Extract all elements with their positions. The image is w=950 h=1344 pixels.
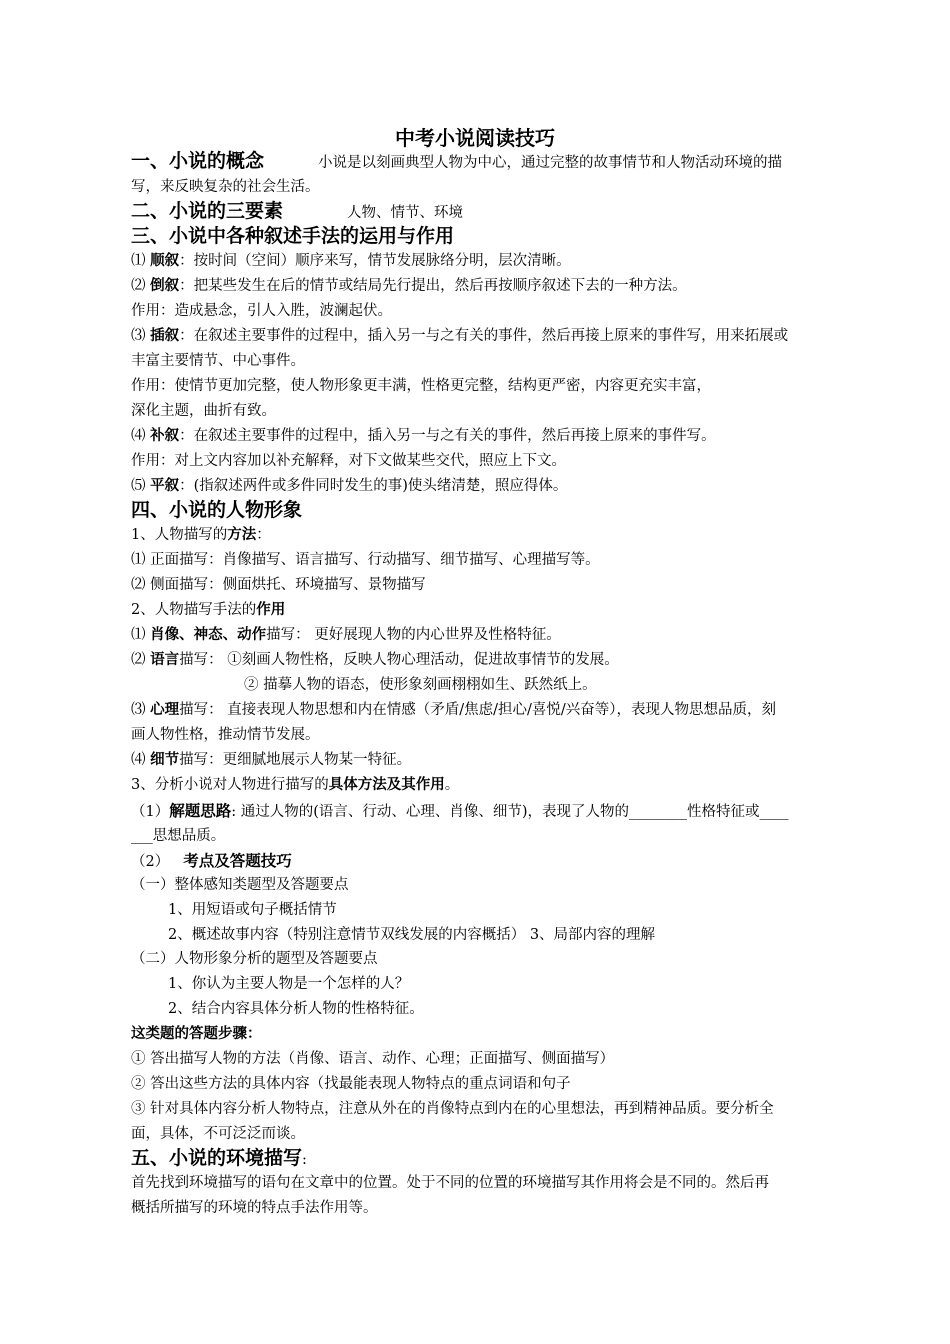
section-1-text-cont: 写，来反映复杂的社会生活。 bbox=[131, 179, 320, 195]
roles-prefix: 2、人物描写手法的 bbox=[131, 602, 257, 618]
method-indirect: ⑵ 侧面描写：侧面烘托、环境描写、景物描写 bbox=[131, 577, 426, 593]
narration-item-1 bbox=[131, 249, 866, 273]
item-text: ：按时间（空间）顺序来写，情节发展脉络分明，层次清晰。 bbox=[179, 253, 571, 269]
role-language-cont: ② 描摹人物的语态，使形象刻画栩栩如生、跃然纸上。 bbox=[244, 677, 597, 693]
analysis-prefix: 3、分析小说对人物进行描写的 bbox=[131, 777, 329, 793]
methods-bold: 方法 bbox=[227, 527, 257, 543]
narration-item-4 bbox=[131, 424, 866, 448]
section-3-heading: 三、小说中各种叙述手法的运用与作用 bbox=[131, 225, 455, 247]
role-language bbox=[131, 648, 866, 672]
item-number: ⑷ bbox=[131, 752, 151, 768]
item-number: ⑶ bbox=[131, 328, 146, 344]
answer-step-2: ② 答出这些方法的具体内容（找最能表现人物特点的重点词语和句子 bbox=[131, 1076, 571, 1092]
item-number: ⑴ bbox=[131, 627, 151, 643]
section-5-text-2: 概括所描写的环境的特点手法作用等。 bbox=[131, 1200, 378, 1216]
section-5-heading: 五、小说的环境描写 bbox=[131, 1147, 303, 1169]
chaxu-effect-2: 深化主题，曲折有致。 bbox=[131, 403, 276, 419]
answer-steps-heading: 这类题的答题步骤： bbox=[131, 1026, 262, 1042]
question-group-1: （一）整体感知类题型及答题要点 bbox=[131, 877, 349, 893]
item-text: ：把某些发生在后的情节或结局先行提出，然后再按顺序叙述下去的一种方法。 bbox=[179, 278, 687, 294]
role-text: 描写： 直接表现人物思想和内在情感（矛盾/焦虑/担心/喜悦/兴奋等），表现人物思想品质，刻 bbox=[179, 702, 777, 718]
analysis-heading bbox=[131, 773, 866, 797]
term-daoxu: 倒叙 bbox=[150, 278, 180, 294]
role-text: 描写：更细腻地展示人物某一特征。 bbox=[179, 752, 412, 768]
section-4-heading-line bbox=[131, 498, 866, 524]
term-chaxu: 插叙 bbox=[150, 328, 180, 344]
term-buxu: 补叙 bbox=[150, 428, 180, 444]
section-5-text-1: 首先找到环境描写的语句在文章中的位置。处于不同的位置的环境描写其作用将会是不同的。然后再 bbox=[131, 1175, 769, 1191]
item-text: ：在叙述主要事件的过程中，插入另一与之有关的事件，然后再接上原来的事件写，用来拓展或 bbox=[179, 328, 789, 344]
role-text: 描写： 更好展现人物的内心世界及性格特征。 bbox=[266, 627, 561, 643]
section-2-text: 人物、情节、环境 bbox=[347, 205, 464, 221]
item-number: ⑵ bbox=[131, 652, 151, 668]
term-shunxu: 顺叙 bbox=[150, 253, 180, 269]
section-2-heading: 二、小说的三要素 bbox=[131, 200, 284, 222]
role-psychology-cont: 画人物性格，推动情节发展。 bbox=[131, 727, 320, 743]
chaxu-text-cont: 丰富主要情节、中心事件。 bbox=[131, 353, 305, 369]
roles-heading bbox=[131, 598, 866, 622]
section-1-text: 小说是以刻画典型人物为中心，通过完整的故事情节和人物活动环境的描 bbox=[318, 155, 783, 171]
role-term: 语言 bbox=[150, 652, 180, 668]
item-text: ：(指叙述两件或多件同时发生的事)使头绪清楚，照应得体。 bbox=[179, 478, 568, 494]
item-number: ⑵ bbox=[131, 278, 146, 294]
role-text: 描写： ①刻画人物性格，反映人物心理活动，促进故事情节的发展。 bbox=[179, 652, 619, 668]
chaxu-effect-1: 作用：使情节更加完整，使人物形象更丰满，性格更完整，结构更严密，内容更充实丰富， bbox=[131, 378, 711, 394]
item-number: （2） bbox=[131, 854, 170, 870]
section-3-heading-line bbox=[131, 224, 866, 250]
section-4-heading: 四、小说的人物形象 bbox=[131, 499, 303, 521]
role-term: 细节 bbox=[150, 752, 180, 768]
role-term: 心理 bbox=[150, 702, 180, 718]
answer-step-1: ① 答出描写人物的方法（肖像、语言、动作、心理；正面描写、侧面描写） bbox=[131, 1051, 615, 1067]
answer-step-3-cont: 面，具体，不可泛泛而谈。 bbox=[131, 1126, 305, 1142]
role-portrait bbox=[131, 623, 866, 647]
item-text: ：在叙述主要事件的过程中，插入另一与之有关的事件，然后再接上原来的事件写。 bbox=[179, 428, 716, 444]
methods-suffix: ： bbox=[256, 527, 271, 543]
item-number: ⑴ bbox=[131, 253, 146, 269]
method-direct: ⑴ 正面描写：肖像描写、语言描写、行动描写、细节描写、心理描写等。 bbox=[131, 552, 600, 568]
narration-item-2 bbox=[131, 274, 866, 298]
question-2-1: 1、你认为主要人物是一个怎样的人？ bbox=[168, 976, 410, 992]
answer-step-3: ③ 针对具体内容分析人物特点，注意从外在的肖像特点到内在的心里想法，再到精神品质。要分析全 bbox=[131, 1101, 774, 1117]
term-pingxu: 平叙 bbox=[150, 478, 180, 494]
section-5-heading-line bbox=[131, 1146, 866, 1172]
approach-term: 解题思路 bbox=[169, 802, 232, 820]
item-number: ⑷ bbox=[131, 428, 146, 444]
buxu-effect: 作用：对上文内容加以补充解释，对下文做某些交代，照应上下文。 bbox=[131, 453, 566, 469]
item-number: ⑸ bbox=[131, 478, 146, 494]
question-1-2: 2、概述故事内容（特别注意情节双线发展的内容概括） 3、局部内容的理解 bbox=[168, 927, 656, 943]
methods-prefix: 1、人物描写的 bbox=[131, 527, 228, 543]
section-2-line bbox=[131, 199, 866, 225]
question-2-2: 2、结合内容具体分析人物的性格特征。 bbox=[168, 1001, 424, 1017]
section-5-colon: : bbox=[302, 1152, 307, 1168]
question-group-2: （二）人物形象分析的题型及答题要点 bbox=[131, 951, 378, 967]
narration-item-3 bbox=[131, 324, 866, 348]
roles-bold: 作用 bbox=[256, 602, 286, 618]
role-psychology bbox=[131, 698, 866, 722]
exam-points-term: 考点及答题技巧 bbox=[183, 852, 292, 870]
solving-approach-cont: ___思想品质。 bbox=[131, 828, 226, 844]
narration-item-5 bbox=[131, 474, 866, 498]
section-1-heading: 一、小说的概念 bbox=[131, 150, 265, 172]
exam-points-heading bbox=[131, 849, 866, 874]
item-number: （1） bbox=[131, 804, 170, 820]
analysis-suffix: 。 bbox=[444, 777, 460, 793]
question-1-1: 1、用短语或句子概括情节 bbox=[168, 902, 337, 918]
daoxu-effect: 作用：造成悬念，引人入胜，波澜起伏。 bbox=[131, 303, 392, 319]
item-number: ⑶ bbox=[131, 702, 151, 718]
page-title: 中考小说阅读技巧 bbox=[395, 126, 555, 150]
role-term: 肖像、神态、动作 bbox=[150, 627, 267, 643]
solving-approach bbox=[131, 799, 866, 824]
methods-heading bbox=[131, 523, 866, 547]
analysis-bold: 具体方法及其作用 bbox=[328, 777, 445, 793]
section-1-line bbox=[131, 149, 866, 175]
approach-text: : 通过人物的(语言、行动、心理、肖像、细节)，表现了人物的________性格特征或____ bbox=[231, 804, 789, 820]
role-detail bbox=[131, 748, 866, 772]
